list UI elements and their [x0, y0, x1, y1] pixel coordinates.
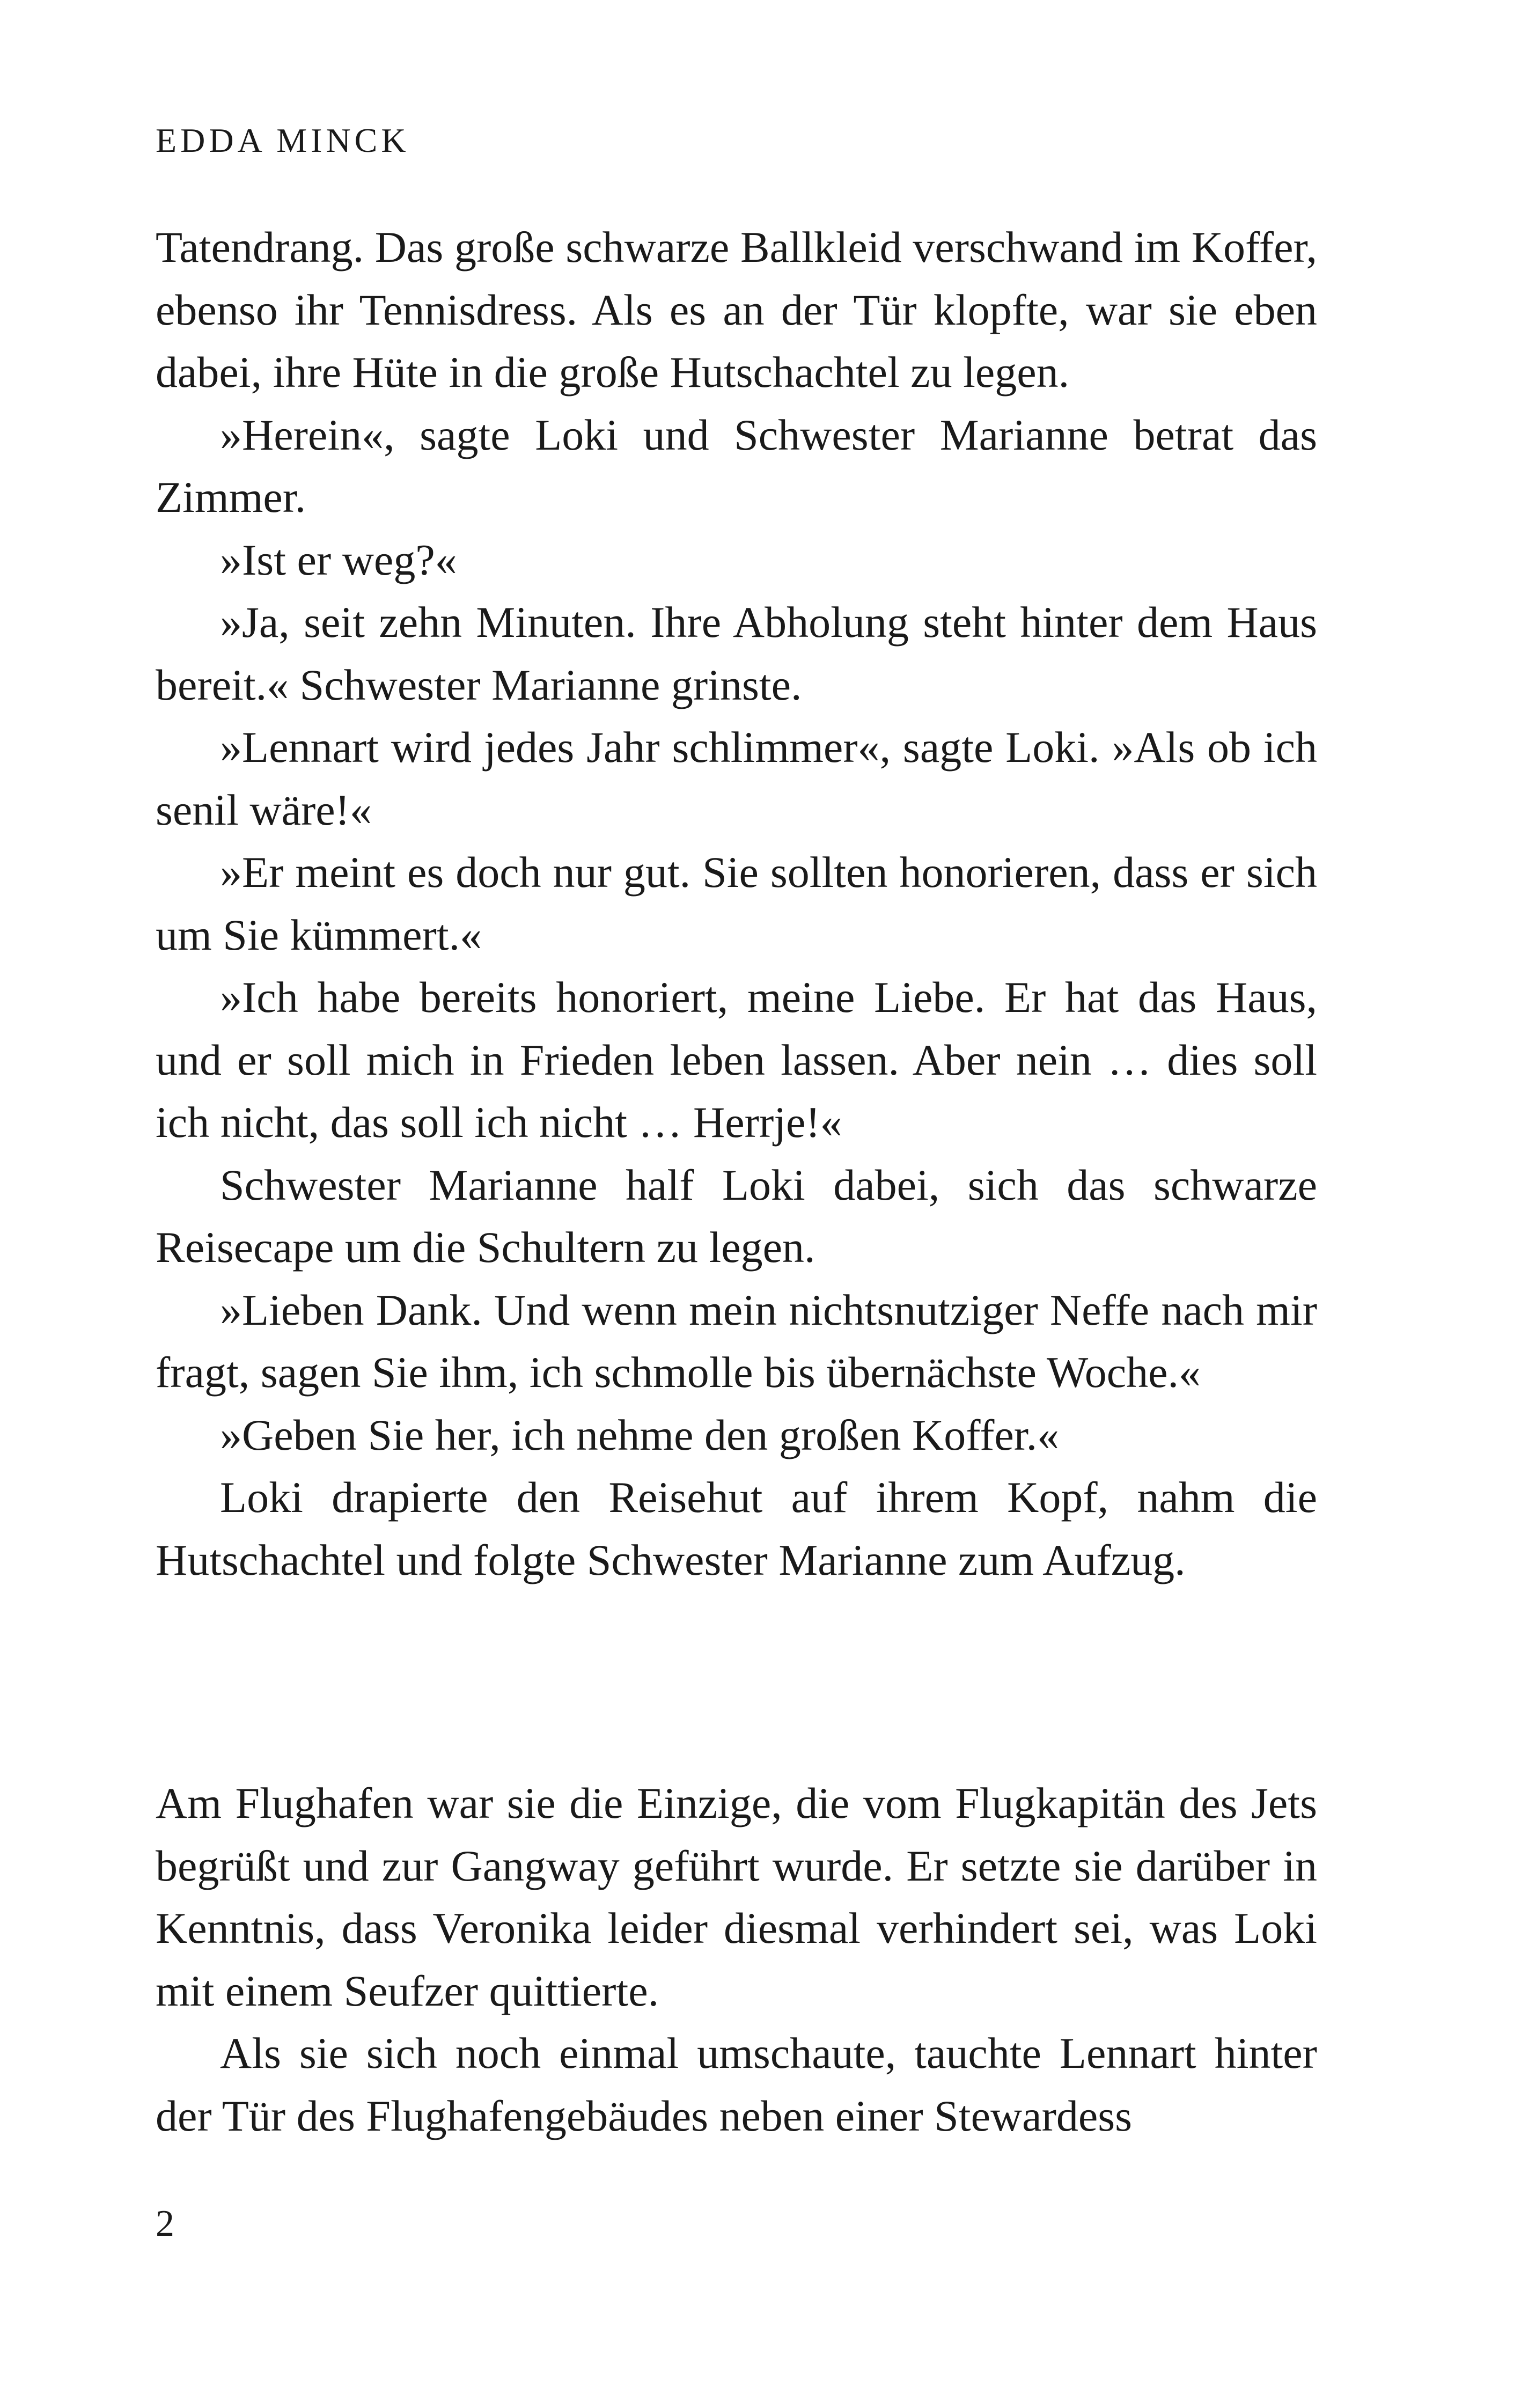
running-head-author: EDDA MINCK — [156, 121, 410, 159]
paragraph: »Ist er weg?« — [220, 535, 457, 584]
paragraph: »Er meint es doch nur gut. Sie sollten honorieren, dass er sich um Sie kümmert.« — [156, 848, 1317, 959]
paragraph: »Lieben Dank. Und wenn mein nichtsnutziger Neffe nach mir fragt, sagen Sie ihm, ich schmolle bis übernächste Woche.« — [156, 1285, 1317, 1397]
paragraph: Am Flughafen war sie die Einzige, die vom Flugkapitän des Jets begrüßt und zur Gangway geführt wurde. Er setzte sie darüber in Kenntnis, dass Veronika leider diesmal verhindert sei, was Loki mit einem Seufzer quittierte. — [156, 1779, 1317, 2015]
paragraph: »Lennart wird jedes Jahr schlimmer«, sagte Loki. »Als ob ich senil wäre!« — [156, 723, 1317, 834]
text-section-2 — [156, 1772, 1317, 2147]
paragraph: »Ja, seit zehn Minuten. Ihre Abholung steht hinter dem Haus bereit.« Schwester Marianne grinste. — [156, 598, 1317, 709]
paragraph: Tatendrang. Das große schwarze Ballkleid verschwand im Koffer, ebenso ihr Tennisdress. Als es an der Tür klopfte, war sie eben dabei, ihre Hüte in die große Hutschachtel zu legen. — [156, 223, 1317, 397]
paragraph: Als sie sich noch einmal umschaute, tauchte Lennart hinter der Tür des Flughafengebäudes neben einer Stewardess — [156, 2029, 1317, 2140]
page-number: 2 — [156, 2203, 174, 2244]
paragraph: Loki drapierte den Reisehut auf ihrem Kopf, nahm die Hutschachtel und folgte Schwester Marianne zum Aufzug. — [156, 1473, 1317, 1584]
paragraph: »Herein«, sagte Loki und Schwester Marianne betrat das Zimmer. — [156, 410, 1317, 522]
paragraph: »Ich habe bereits honoriert, meine Liebe. Er hat das Haus, und er soll mich in Frieden leben lassen. Aber nein … dies soll ich nicht, das soll ich nicht … Herrje!« — [156, 973, 1317, 1147]
paragraph: »Geben Sie her, ich nehme den großen Koffer.« — [220, 1410, 1060, 1459]
paragraph: Schwester Marianne half Loki dabei, sich das schwarze Reisecape um die Schultern zu legen. — [156, 1160, 1317, 1272]
text-section-1 — [156, 216, 1317, 1591]
